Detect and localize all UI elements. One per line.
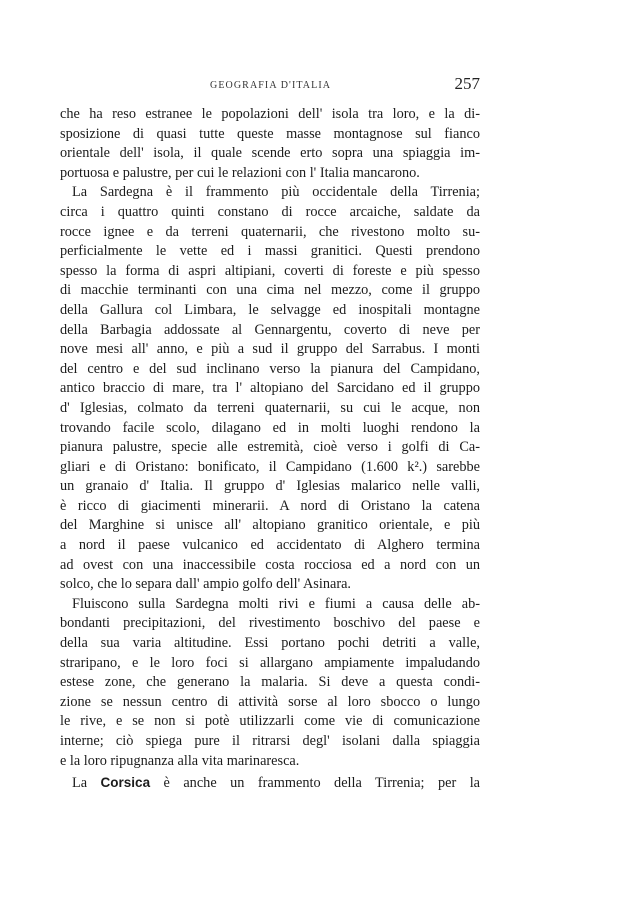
text-line: bondanti precipitazioni, del rivestimento boschivo del paese e: [60, 615, 480, 632]
text-line: orientale dell' isola, il quale scende erto sopra una spiaggia im-: [60, 145, 480, 162]
text-line: perficialmente le vette ed i massi granitici. Questi prendono: [60, 243, 480, 260]
text-line: della Barbagia addossate al Gennargentu, coverto di neve per: [60, 321, 480, 338]
bold-term: Corsica: [100, 775, 151, 791]
text-span: è anche un frammento della Tirrenia; per la: [150, 775, 480, 792]
text-line: portuosa e palustre, per cui le relazioni con l' Italia mancarono.: [60, 164, 420, 181]
text-line: La Sardegna è il frammento più occidentale della Tirrenia;: [72, 184, 480, 201]
text-line: circa i quattro quinti constano di rocce arcaiche, saldate da: [60, 203, 480, 220]
text-line: estese zone, che generano la malaria. Si deve a questa condi-: [60, 674, 480, 691]
running-header: [60, 74, 480, 98]
text-line: rocce ignee e da terreni quaternarii, che rivestono molto su-: [60, 223, 480, 240]
text-line: solco, che lo separa dall' ampio golfo dell' Asinara.: [60, 576, 352, 593]
text-line: di macchie terminanti con una cima nel mezzo, come il gruppo: [60, 282, 480, 299]
text-line: le rive, e se non si potè utilizzarli come vie di comunicazione: [60, 713, 480, 730]
text-line: spesso la forma di aspri altipiani, coverti di foreste e più spesso: [60, 262, 480, 279]
text-line: straripano, e le loro foci si allargano ampiamente impaludando: [60, 654, 480, 671]
text-line: gliari e di Oristano: bonificato, il Campidano (1.600 k².) sarebbe: [60, 458, 480, 475]
text-line: ad ovest con una inaccessibile costa rocciosa ed a nord con un: [60, 556, 480, 573]
text-line: interne; ciò spiega pure il ritrarsi degl' isolani dalla spiaggia: [60, 733, 480, 749]
paragraph: [60, 183, 480, 594]
page-number: 257: [454, 74, 480, 93]
text-line: antico braccio di mare, tra l' altopiano del Sarcidano ed il gruppo: [60, 380, 480, 397]
text-line: Fluiscono sulla Sardegna molti rivi e fiumi a causa delle ab-: [72, 595, 480, 612]
text-line: e la loro ripugnanza alla vita marinaresca.: [60, 752, 300, 769]
text-line: a nord il paese vulcanico ed accidentato di Alghero termina: [60, 537, 480, 554]
text-line: d' Iglesias, colmato da terreni quaternarii, su cui le acque, non: [60, 399, 480, 416]
text-line: nove mesi all' anno, e più a sud il gruppo del Sarrabus. I monti: [60, 341, 480, 358]
text-line: è ricco di giacimenti minerarii. A nord di Oristano la catena: [60, 497, 480, 514]
text-line: trovando facile scolo, dilagano ed in molti luoghi rendono la: [60, 419, 480, 436]
paragraph: [60, 105, 480, 183]
header-title: GEOGRAFIA D'ITALIA: [210, 80, 332, 91]
body-text: [60, 105, 480, 793]
text-line: del centro e del sud inclinano verso la pianura del Campidano,: [60, 360, 480, 377]
text-line: zione se nessun centro di attività sorse al loro sbocco o lungo: [60, 693, 480, 710]
text-line: sposizione di quasi tutte queste masse montagnose sul fianco: [60, 125, 480, 142]
text-line: del Marghine si unisce all' altopiano granitico orientale, e più: [60, 517, 480, 534]
paragraph: [60, 595, 480, 771]
text-span: La: [72, 775, 101, 792]
text-line: che ha reso estranee le popolazioni dell' isola tra loro, e la di-: [60, 106, 480, 122]
text-line: [60, 773, 480, 793]
text-line: della sua varia altitudine. Essi portano pochi detriti a valle,: [60, 635, 480, 652]
text-line: pianura palustre, specie alle estremità, cioè verso i golfi di Ca-: [60, 439, 480, 456]
text-line: un granaio d' Italia. Il gruppo d' Iglesias malarico nelle valli,: [60, 478, 480, 495]
text-line: della Gallura col Limbara, le selvagge ed inospitali montagne: [60, 301, 480, 318]
